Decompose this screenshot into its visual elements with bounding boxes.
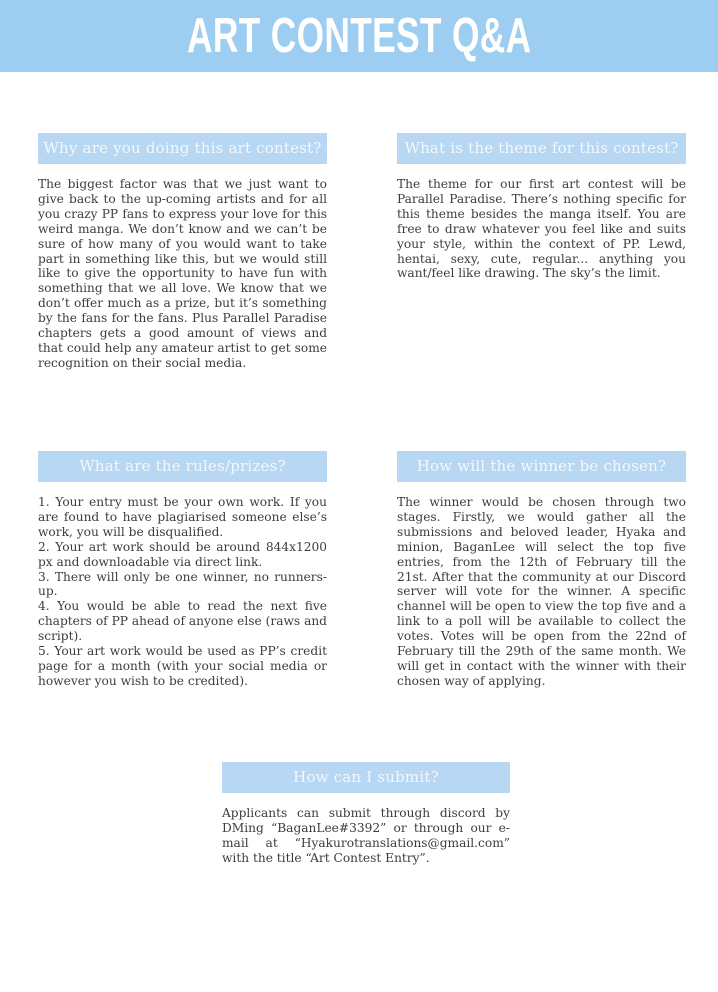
question-label-submit: How can I submit?	[293, 768, 439, 786]
question-label-winner: How will the winner be chosen?	[416, 457, 667, 475]
answer-text-winner: The winner would be chosen through two stages. Firstly, we would gather all the submissions and beloved leader, Hyaka and minion, BaganLee will select the top five entries, from the 12th of February till the 21st. After that the community at our Discord server will vote for the winner. A specific channel will be open to view the top five and a link to a poll will be available to collect the votes. Votes will be open from the 22nd of February till the 29th of the same month. We will get in contact with the winner with their chosen way of applying.	[397, 495, 686, 688]
rule-item-5: 5. Your art work would be used as PP’s credit page for a month (with your social media or however you wish to be credited).	[38, 644, 327, 688]
rule-item-1: 1. Your entry must be your own work. If you are found to have plagiarised someone else’s work, you will be disqualified.	[38, 495, 327, 539]
section-winner-chosen	[397, 451, 686, 689]
question-box-rules	[38, 451, 327, 482]
question-box-why	[38, 133, 327, 164]
rules-list	[38, 495, 327, 689]
page-header-banner	[0, 0, 718, 72]
section-rules-prizes	[38, 451, 327, 689]
section-why-contest	[38, 133, 327, 371]
answer-text-submit: Applicants can submit through discord by DMing “BaganLee#3392” or through our e-mail at “Hyakurotranslations@gmail.com” with the title “Art Contest Entry”.	[222, 806, 510, 865]
rule-item-2: 2. Your art work should be around 844x1200 px and downloadable via direct link.	[38, 539, 327, 569]
question-label-theme: What is the theme for this contest?	[404, 139, 679, 157]
page-title: ART CONTEST Q&A	[186, 8, 532, 63]
question-box-submit	[222, 762, 510, 793]
rule-item-3: 3. There will only be one winner, no runners-up.	[38, 569, 327, 599]
answer-text-why: The biggest factor was that we just want to give back to the up-coming artists and for all you crazy PP fans to express your love for this weird manga. We don’t know and we can’t be sure of how many of you would want to take part in something like this, but we would still like to give the opportunity to have fun with something that we all love. We know that we don’t offer much as a prize, but it’s something by the fans for the fans. Plus Parallel Paradise chapters gets a good amount of views and that could help any amateur artist to get some recognition on their social media.	[38, 177, 327, 370]
page-title-heading	[120, 8, 598, 63]
section-how-submit	[222, 762, 510, 866]
question-label-why: Why are you doing this art contest?	[43, 139, 322, 157]
question-label-rules: What are the rules/prizes?	[79, 457, 286, 475]
question-box-theme	[397, 133, 686, 164]
section-theme	[397, 133, 686, 281]
question-box-winner	[397, 451, 686, 482]
rule-item-4: 4. You would be able to read the next five chapters of PP ahead of anyone else (raws and script).	[38, 599, 327, 644]
answer-text-theme: The theme for our first art contest will be Parallel Paradise. There’s nothing specific for this theme besides the manga itself. You are free to draw whatever you feel like and suits your style, within the context of PP. Lewd, hentai, sexy, cute, regular... anything you want/feel like drawing. The sky’s the limit.	[397, 177, 686, 281]
